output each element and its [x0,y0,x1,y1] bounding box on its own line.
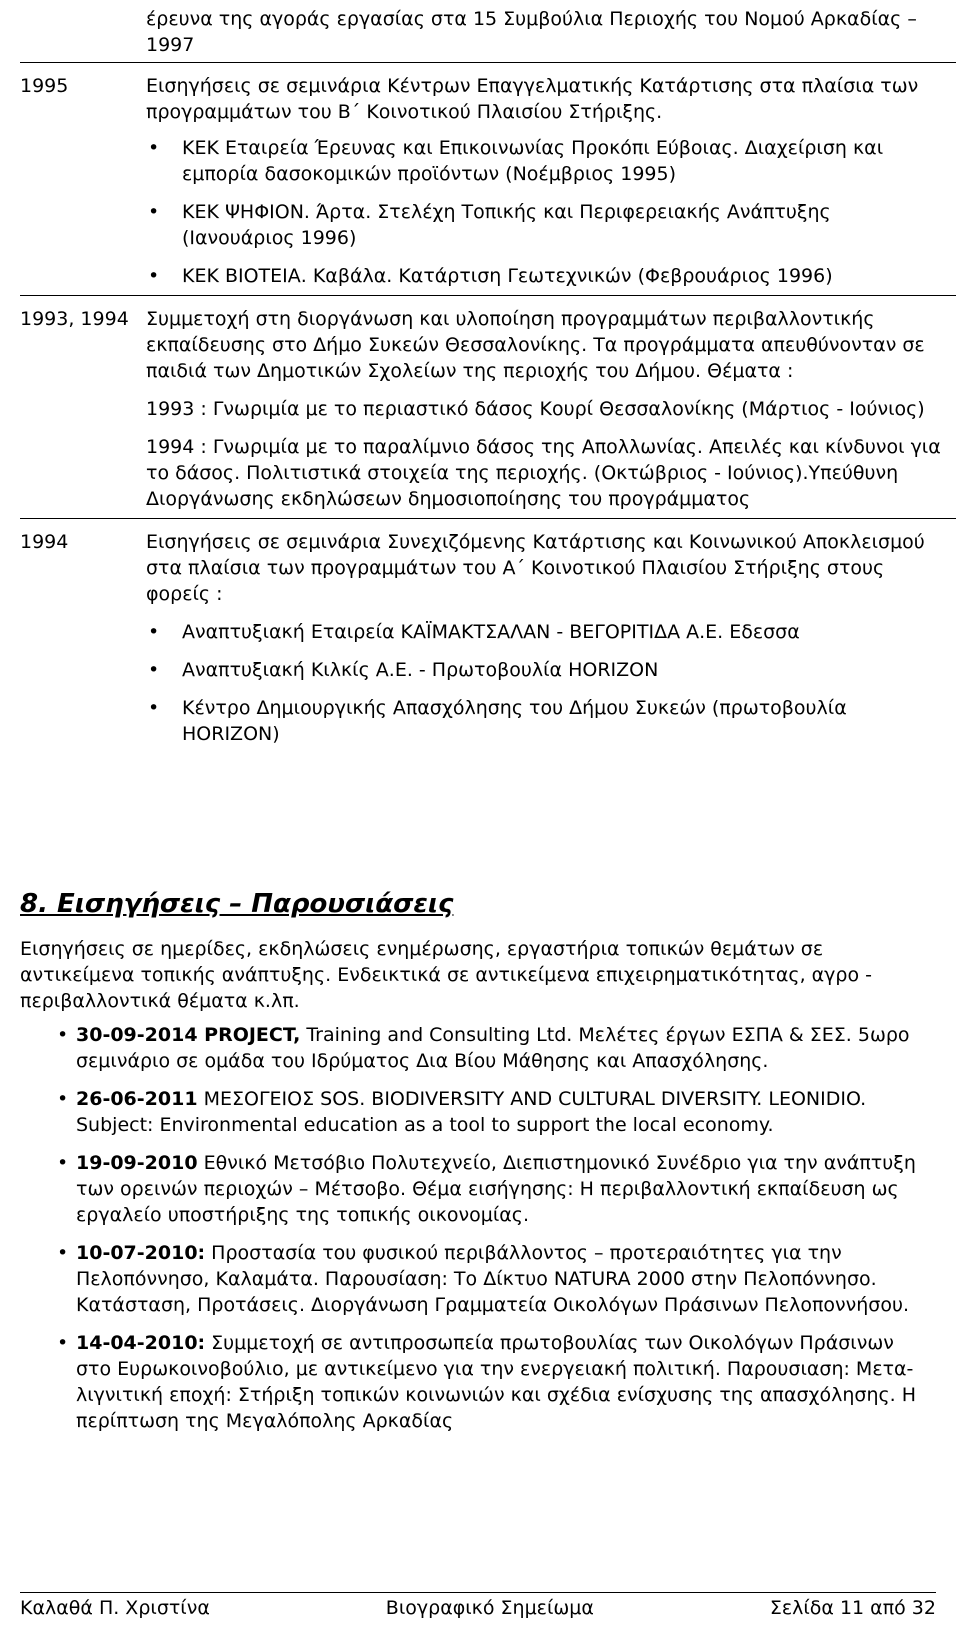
talk-date: 26-06-2011 [76,1088,198,1110]
talks-list [20,1022,920,1446]
cv-row [20,0,956,62]
list-item: • ΚΕΚ ΒΙΟΤΕΙΑ. Καβάλα. Κατάρτιση Γεωτεχνικών (Φεβρουάριος 1996) [146,263,942,289]
cv-row [20,295,956,518]
cv-bullet-list [146,619,942,747]
cv-content [146,73,956,289]
talk-date: 14-04-2010: [76,1332,206,1354]
cv-year: 1994 [20,531,69,553]
list-item: • Κέντρο Δημιουργικής Απασχόλησης του Δήμου Συκεών (πρωτοβουλία HORIZON) [146,695,942,747]
talk-date: 10-07-2010: [76,1242,206,1264]
cv-text-1993: 1993 : Γνωριμία με το περιαστικό δάσος Κουρί Θεσσαλονίκης (Μάρτιος - Ιούνιος) [146,398,925,420]
cv-content [146,529,956,747]
talk-text: Training and Consulting Ltd. Μελέτες έργων ΕΣΠΑ & ΣΕΣ. 5ωρο σεμινάριο σε ομάδα του Ιδρύματος Δια Βίου Μάθησης και Απασχόλησης. [76,1024,910,1072]
footer-document-title: Βιογραφικό Σημείωμα [385,1597,594,1619]
cv-year [20,6,146,58]
talk-date: 19-09-2010 [76,1152,198,1174]
list-item: • Αναπτυξιακή Κιλκίς Α.Ε. - Πρωτοβουλία HORIZON [146,657,942,683]
list-item: • ΚΕΚ ΨΗΦΙΟΝ. Άρτα. Στελέχη Τοπικής και Περιφερειακής Ανάπτυξης (Ιανουάριος 1996) [146,199,942,251]
cv-text: Εισηγήσεις σε σεμινάρια Συνεχιζόμενης Κατάρτισης και Κοινωνικού Αποκλεισμού στα πλαίσια των προγραμμάτων του Α΄ Κοινοτικού Πλαισίου Στήριξης στους φορείς : [146,531,925,605]
cv-table [20,0,956,753]
cv-content [146,306,956,512]
page-footer [20,1592,936,1621]
talk-date: 30-09-2014 PROJECT, [76,1024,301,1046]
list-item [20,1330,920,1434]
talk-text: Προστασία του φυσικού περιβάλλοντος – προτεραιότητες για την Πελοπόννησο, Καλαμάτα. Παρουσίαση: Το Δίκτυο NATURA 2000 στην Πελοπόννησο. Κατάσταση, Προτάσεις. Διοργάνωση Γραμματεία Οικολόγων Πράσινων Πελοποννήσου. [76,1242,909,1316]
cv-text: Συμμετοχή στη διοργάνωση και υλοποίηση προγραμμάτων περιβαλλοντικής εκπαίδευσης στο Δήμο Συκεών Θεσσαλονίκης. Τα προγράμματα απευθύνονταν σε παιδιά των Δημοτικών Σχολείων της περιοχής του Δήμου. Θέματα : [146,308,925,382]
talk-text: ΜΕΣΟΓΕΙΟΣ SOS. BIODIVERSITY AND CULTURAL DIVERSITY. LEONIDIO. Subject: Environmental education as a tool to support the local economy. [76,1088,867,1136]
list-item [20,1022,920,1074]
cv-year: 1993, 1994 [20,308,129,330]
list-item [20,1086,920,1138]
list-item [20,1150,920,1228]
list-item: • ΚΕΚ Εταιρεία Έρευνας και Επικοινωνίας Προκόπι Εύβοιας. Διαχείριση και εμπορία δασοκομικών προϊόντων (Νοέμβριος 1995) [146,135,942,187]
cv-row [20,518,956,753]
cv-year: 1995 [20,75,69,97]
cv-bullet-list [146,135,942,289]
cv-text-1994: 1994 : Γνωριμία με το παραλίμνιο δάσος της Απολλωνίας. Απειλές και κίνδυνοι για το δάσος. Πολιτιστικά στοιχεία της περιοχής. (Οκτώβριος - Ιούνιος).Υπεύθυνη Διοργάνωσης εκδηλώσεων δημοσιοποίησης του προγράμματος [146,436,941,510]
cv-row [20,62,956,295]
footer-author: Καλαθά Π. Χριστίνα [20,1597,210,1619]
cv-text: έρευνα της αγοράς εργασίας στα 15 Συμβούλια Περιοχής του Νομού Αρκαδίας – 1997 [146,8,917,56]
section-intro: Εισηγήσεις σε ημερίδες, εκδηλώσεις ενημέρωσης, εργαστήρια τοπικών θεμάτων σε αντικείμενα τοπικής ανάπτυξης. Ενδεικτικά σε αντικείμενα επιχειρηματικότητας, αγρο - περιβαλλοντικά θέματα κ.λπ. [20,938,873,1012]
talk-text: Συμμετοχή σε αντιπροσωπεία πρωτοβουλίας των Οικολόγων Πράσινων στο Ευρωκοινοβούλιο, με αντικείμενο για την ενεργειακή πολιτική. Παρουσιαση: Μετα-λιγνιτική εποχή: Στήριξη τοπικών κοινωνιών και σχέδια ενίσχυσης της απασχόλησης. Η περίπτωση της Μεγαλόπολης Αρκαδίας [76,1332,917,1432]
list-item [20,1240,920,1318]
list-item: • Αναπτυξιακή Εταιρεία ΚΑΪΜΑΚΤΣΑΛΑΝ - ΒΕΓΟΡΙΤΙΔΑ Α.Ε. Εδεσσα [146,619,942,645]
section-title: 8. Εισηγήσεις – Παρουσιάσεις [20,889,454,919]
footer-page-number: Σελίδα 11 από 32 [769,1597,936,1619]
cv-text: Εισηγήσεις σε σεμινάρια Κέντρων Επαγγελματικής Κατάρτισης στα πλαίσια των προγραμμάτων του Β΄ Κοινοτικού Πλαισίου Στήριξης. [146,75,919,123]
cv-content [146,6,956,58]
talk-text: Εθνικό Μετσόβιο Πολυτεχνείο, Διεπιστημονικό Συνέδριο για την ανάπτυξη των ορεινών περιοχών – Μέτσοβο. Θέμα εισήγησης: Η περιβαλλοντική εκπαίδευση ως εργαλείο υποστήριξης της τοπικής οικονομίας. [76,1152,916,1226]
